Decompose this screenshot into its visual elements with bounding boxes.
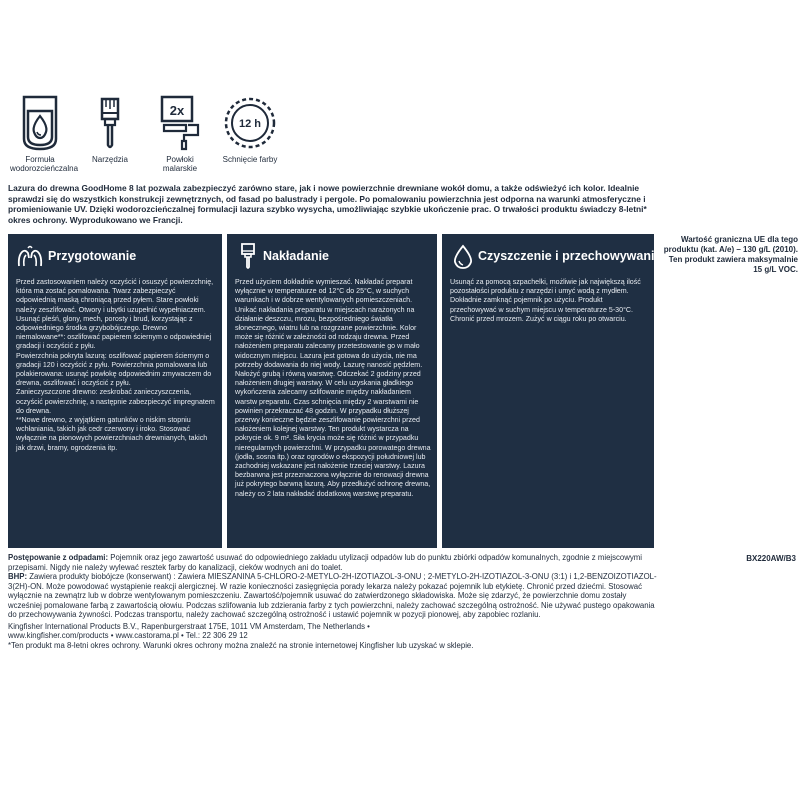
- panel-header: [450, 244, 662, 272]
- panel-title: Przygotowanie: [48, 249, 137, 263]
- product-code: BX220AW/B3: [746, 554, 796, 563]
- bhp-text: Zawiera produkty biobójcze (konserwant) : Zawiera MIESZANINA 5-CHLORO-2-METYLO-2H-IZOTIAZOL-3-ONU ; 2-METYLO-2H-IZOTIAZOL-3-ONU (3:1) i 1,2-BENZOIZOTIAZOL-3(2H)-ON. Może powodować wystąpienie reakcji alergicznej. W razie konieczności zasięgnięcia porady lekarza należy pokazać pojemnik lub etykietę. Chronić przed dziećmi. Stosować wyłącznie na zewnątrz lub w dobrze wentylowanym pomieszczeniu. Zawartość/pojemnik usuwać do zatwierdzonego składowiska. Może się zdarzyć, że powierzchnie domu zostały wcześniej pomalowane farbą z zawartością ołowiu. Podczas szlifowania lub zdzierania farby z tych powierzchni, należy zachować szczególną ostrożność. Nie używać pustego opakowania do przechowywania żywności. Podczas transportu, należy zachować szczególną ostrożność i ustawić pojemnik w pozycji pionowej, aby zapobiec rozlaniu.: [8, 572, 657, 619]
- panel-header: [235, 244, 431, 272]
- brush-icon: [237, 242, 259, 270]
- product-description: Lazura do drewna GoodHome 8 lat pozwala zabezpieczyć zarówno stare, jak i nowe powierzchnie drewniane wokół domu, a także odświeżyć ich kolor. Idealnie sprawdzi się do wszystkich konstrukcji zewnętrznych, od fasad po balustrady i pergole. Po pomalowaniu powierzchnia jest odporna na warunki atmosferyczne i promieniowanie UV. Dzięki wodorozcieńczalnej formulacji lazura szybko wysycha, umożliwiając szybkie ukończenie prac. O trwałości produktu świadczy 8-letni* okres ochrony. Wyprodukowano we Francji.: [8, 183, 647, 225]
- panel-body: [450, 278, 648, 324]
- panel-body: [16, 278, 216, 453]
- icon-label: Schnięcie farby: [222, 155, 278, 164]
- feature-coats: [150, 95, 210, 173]
- hands-icon: [16, 244, 44, 270]
- water-drop-icon: [452, 244, 474, 270]
- company-address: Kingfisher International Products B.V., Rapenburgerstraat 175E, 1011 VM Amsterdam, The Netherlands •: [8, 621, 370, 631]
- coats-badge: 2x: [169, 103, 185, 118]
- bhp-label: BHP:: [8, 572, 28, 581]
- icon-label: Formuła wodorozcieńczalna: [10, 155, 79, 173]
- panel-body: [235, 278, 431, 499]
- panel-title: Czyszczenie i przechowywanie: [478, 249, 662, 263]
- panel-paragraph: Przed zastosowaniem należy oczyścić i osuszyć powierzchnię, która ma zostać pomalowana. Twarz zabezpieczyć odpowiednią maską chroniącą przed pyłem. Stare powłoki należy zeszlifować. Otwory i ubytki uzupełnić wypełniaczem. Usunąć pleśń, glony, mech, porosty i brud, korzystając z odpowiedniego środka grzybobójczego. Drewno niemalowane**: oszlifować papierem ściernym o odpowiedniej gradacji i oczyścić z pyłu.: [16, 278, 214, 351]
- tools-icon: [88, 95, 132, 151]
- panel-paragraph: Powierzchnia pokryta lazurą: oszlifować papierem ściernym o gradacji 120 i oczyścić z pyłu. Powierzchnia pomalowana lub polakierowana: usunąć powłokę odpowiednim zmywaczem do drewna, oszlifować i oczyścić z pyłu.: [16, 351, 212, 388]
- drying-time-icon: [222, 95, 278, 151]
- coats-icon: [158, 95, 202, 151]
- disposal-label: Postępowanie z odpadami:: [8, 553, 109, 562]
- water-based-formula-icon: [18, 95, 62, 151]
- icon-label: Powłoki malarskie: [162, 155, 198, 173]
- preparation-panel: [8, 234, 222, 548]
- cleaning-storage-panel: [442, 234, 662, 548]
- panel-paragraph: **Nowe drewno, z wyjątkiem gatunków o niskim stopniu wchłaniania, takich jak cedr czerwony i iroko. Stosować wyłącznie na pionowych powierzchniach drewnianych, takich jak drzwi, bramy, ogrodzenia itp.: [16, 416, 208, 452]
- drying-badge: 12 h: [238, 118, 262, 130]
- legal-section: [8, 553, 658, 650]
- panel-header: [16, 244, 216, 272]
- voc-limit-text: Wartość graniczna UE dla tego produktu (kat. A/e) – 130 g/L (2010). Ten produkt zawiera maksymalnie 15 g/L VOC.: [663, 235, 798, 274]
- icon-label: Narzędzia: [91, 155, 128, 164]
- panel-paragraph: Zanieczyszczone drewno: zeskrobać zanieczyszczenia, oczyścić powierzchnię, a następnie zabezpieczyć impregnatem do drewna.: [16, 388, 215, 415]
- application-panel: [227, 234, 437, 548]
- disposal-text: Pojemnik oraz jego zawartość usuwać do odpowiedniego zakładu utylizacji odpadów lub do punktu zbiórki odpadów komunalnych, zgodnie z miejscowymi przepisami. Nigdy nie należy wylewać resztek farby do kanalizacji, cieków wodnych ani do toalet.: [8, 553, 643, 572]
- feature-tools: [80, 95, 140, 164]
- panel-paragraph: Przed użyciem dokładnie wymieszać. Nakładać preparat wyłącznie w temperaturze od 12°C do 25°C, w suchych warunkach i w dobrze wentylowanych pomieszczeniach. Unikać nakładania preparatu w miejscach narażonych na działanie deszczu, mrozu, bezpośredniego światła słonecznego, wiatru lub na rozgrzane powierzchnie. Kolor może się różnić w zależności od rodzaju drewna. Przed nałożeniem preparatu zalecamy przetestowanie go w mało widocznym miejscu. Lazura jest gotowa do użycia, nie ma potrzeby dodawania do niej wody. Lazurę nanosić pędzlem. Nałożyć grubą i równą warstwę. Odczekać 2 godziny przed nałożeniem drugiej warstwy. W celu uzyskania gładkiego wykończenia zalecamy szlifowanie między nakładaniem warstw preparatu. Czas schnięcia między 2 warstwami nie powinien przekraczać 48 godzin. W przypadku dłuższej przerwy konieczne będzie zeszlifowanie powierzchni przed nałożeniem kolejnej warstwy. Ten produkt wystarcza na pokrycie ok. 9 m². Siła krycia może się różnić w przypadku nieregularnych powierzchni. W przypadku porowatego drewna (jodła, sosna itp.) oraz ogrodów o ekspozycji południowej lub zachodniej wskazane jest nałożenie trzeciej warstwy. Lazura bezbarwna jest przeznaczona wyłącznie do renowacji drewna już pokrytego barwną lazurą. Aby przedłużyć ochronę drewna, należy co 2 lata nakładać dodatkową warstwę preparatu.: [235, 278, 431, 498]
- panel-title: Nakładanie: [263, 249, 330, 263]
- footnote: *Ten produkt ma 8-letni okres ochrony. Warunki okres ochrony można znaleźć na stronie internetowej Kingfisher lub uzyskać w sklepie.: [8, 640, 474, 650]
- feature-drying: [220, 95, 280, 164]
- bhp-paragraph: [8, 572, 658, 620]
- contact-info: www.kingfisher.com/products • www.castorama.pl • Tel.: 22 306 29 12: [8, 631, 248, 640]
- feature-water-based: [10, 95, 79, 173]
- disposal-paragraph: [8, 553, 658, 572]
- panel-paragraph: Usunąć za pomocą szpachelki, możliwie jak największą ilość pozostałości produktu z narzędzi i umyć wodą z mydłem. Dokładnie zamknąć pojemnik po użyciu. Produkt przechowywać w suchym miejscu w temperaturze 5-30°C. Chronić przed mrozem. Zużyć w ciągu roku po otwarciu.: [450, 278, 641, 323]
